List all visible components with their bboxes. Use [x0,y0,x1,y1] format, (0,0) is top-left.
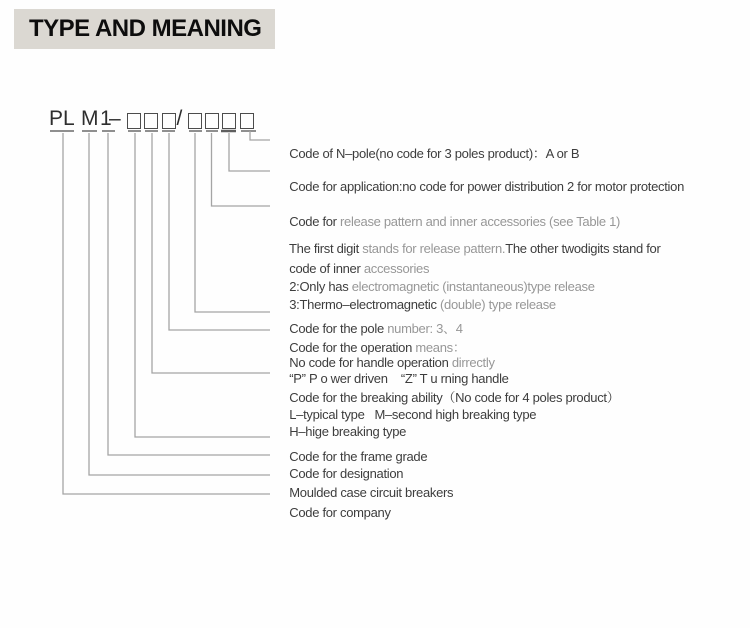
label-designation: Code for designation [289,466,404,481]
code-series-letter: M [81,107,99,130]
code-designation-digit: 1 [100,107,112,130]
label-release-note-3: 2:Only has electromagnetic (instantaneous)type release [289,279,595,294]
label-n-pole: Code of N–pole(no code for 3 poles product)：A or B [289,146,580,161]
label-release-note-4: 3:Thermo–electromagnetic (double) type release [289,297,556,312]
label-breaking-note-1: L–typical type M–second high breaking type [289,407,537,422]
label-application: Code for application:no code for power distribution 2 for motor protection [289,179,685,194]
label-operation-means: Code for the operation means： [289,340,466,355]
label-release-note-1: The first digit stands for release pattern.The other twodigits stand for [289,241,661,256]
code-dash: – [109,107,121,130]
label-operation-note-1: No code for handle operation dirrectly [289,355,495,370]
code-slash: / [176,107,183,130]
label-frame-grade: Code for the frame grade [289,449,428,464]
label-release-note-2: code of inner accessories [289,261,430,276]
label-operation-note-2: “P” P o wer driven “Z” T u rning handle [289,371,509,386]
label-breaking-ability: Code for the breaking ability（No code for 4 poles product） [289,390,620,405]
label-breaking-note-2: H–hige breaking type [289,424,407,439]
code-company-letters: PL [49,107,75,130]
label-company: Code for company [289,505,391,520]
label-pole-number: Code for the pole number: 3、4 [289,321,463,336]
label-release-pattern: Code for release pattern and inner accessories (see Table 1) [289,214,621,229]
label-moulded-case: Moulded case circuit breakers [289,485,454,500]
page-title: TYPE AND MEANING [29,15,262,42]
